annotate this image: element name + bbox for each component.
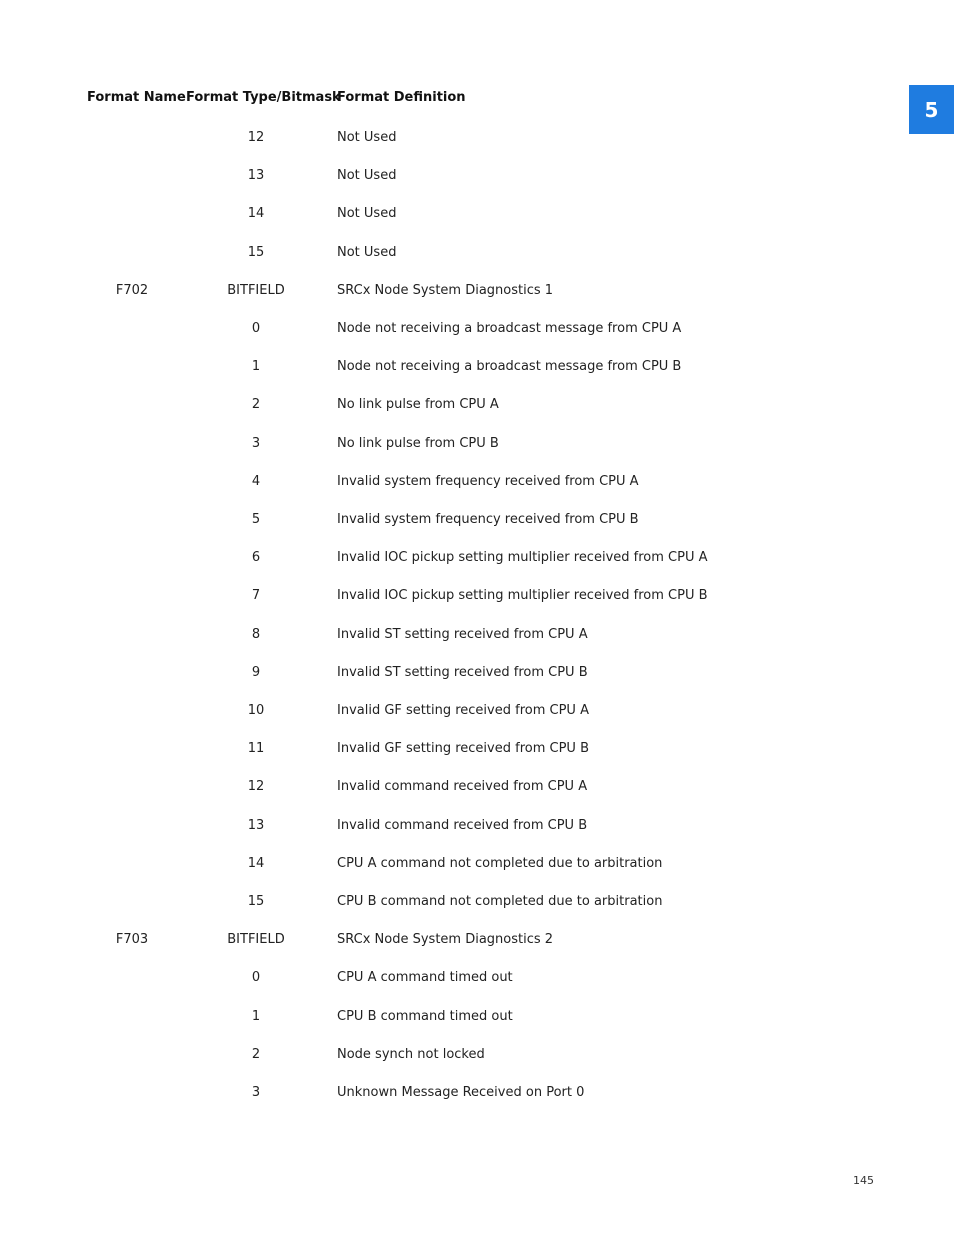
format-type-cell: 7 xyxy=(251,588,261,603)
format-definition-cell: Invalid command received from CPU A xyxy=(337,779,588,794)
format-definition-cell: Invalid GF setting received from CPU A xyxy=(337,703,589,718)
format-definition-cell: CPU A command not completed due to arbitration xyxy=(337,856,663,871)
format-definition-cell: CPU A command timed out xyxy=(337,970,513,985)
column-header-format-type: Format Type/Bitmask xyxy=(186,90,341,105)
table-row xyxy=(0,970,954,988)
format-type-cell: 13 xyxy=(247,818,265,833)
format-definition-cell: Not Used xyxy=(337,168,397,183)
table-row xyxy=(0,550,954,568)
format-name-cell: F703 xyxy=(115,932,149,947)
format-definition-cell: Invalid system frequency received from CPU B xyxy=(337,512,639,527)
table-row xyxy=(0,779,954,797)
format-type-cell: 2 xyxy=(251,1047,261,1062)
format-definition-cell: Invalid IOC pickup setting multiplier received from CPU A xyxy=(337,550,708,565)
format-type-cell: 12 xyxy=(247,130,265,145)
format-definition-cell: CPU B command timed out xyxy=(337,1009,513,1024)
format-definition-cell: Not Used xyxy=(337,206,397,221)
table-row xyxy=(0,741,954,759)
format-definition-cell: CPU B command not completed due to arbitration xyxy=(337,894,663,909)
table-row xyxy=(0,283,954,301)
format-definition-cell: SRCx Node System Diagnostics 1 xyxy=(337,283,554,298)
table-row xyxy=(0,588,954,606)
format-definition-cell: Node not receiving a broadcast message from CPU A xyxy=(337,321,682,336)
format-definition-cell: No link pulse from CPU B xyxy=(337,436,499,451)
format-name-cell: F702 xyxy=(115,283,149,298)
format-type-cell: 0 xyxy=(251,970,261,985)
format-type-cell: 14 xyxy=(247,206,265,221)
format-definition-cell: SRCx Node System Diagnostics 2 xyxy=(337,932,554,947)
table-row xyxy=(0,168,954,186)
column-header-format-definition: Format Definition xyxy=(337,90,466,105)
format-definition-cell: No link pulse from CPU A xyxy=(337,397,499,412)
format-definition-cell: Invalid command received from CPU B xyxy=(337,818,588,833)
table-row xyxy=(0,703,954,721)
format-type-cell: BITFIELD xyxy=(227,283,285,298)
table-row xyxy=(0,359,954,377)
table-row xyxy=(0,1009,954,1027)
format-type-cell: 12 xyxy=(247,779,265,794)
format-type-cell: 1 xyxy=(251,1009,261,1024)
table-row xyxy=(0,130,954,148)
format-type-cell: 1 xyxy=(251,359,261,374)
table-row xyxy=(0,436,954,454)
table-row xyxy=(0,245,954,263)
table-row xyxy=(0,1085,954,1103)
table-row xyxy=(0,818,954,836)
format-type-cell: 6 xyxy=(251,550,261,565)
table-row xyxy=(0,856,954,874)
table-row xyxy=(0,894,954,912)
format-type-cell: 14 xyxy=(247,856,265,871)
format-definition-cell: Not Used xyxy=(337,245,397,260)
format-type-cell: 5 xyxy=(251,512,261,527)
format-definition-cell: Invalid IOC pickup setting multiplier received from CPU B xyxy=(337,588,708,603)
format-type-cell: 3 xyxy=(251,436,261,451)
table-row xyxy=(0,321,954,339)
format-definition-cell: Invalid ST setting received from CPU A xyxy=(337,627,588,642)
format-type-cell: 15 xyxy=(247,245,265,260)
format-definition-cell: Invalid system frequency received from CPU A xyxy=(337,474,639,489)
page-number: 145 xyxy=(853,1174,874,1187)
format-type-cell: 10 xyxy=(247,703,265,718)
format-definition-cell: Invalid ST setting received from CPU B xyxy=(337,665,588,680)
format-definition-cell: Node not receiving a broadcast message from CPU B xyxy=(337,359,682,374)
format-type-cell: 11 xyxy=(247,741,265,756)
format-type-cell: 13 xyxy=(247,168,265,183)
table-row xyxy=(0,932,954,950)
format-definition-cell: Not Used xyxy=(337,130,397,145)
table-row xyxy=(0,512,954,530)
format-type-cell: 15 xyxy=(247,894,265,909)
format-type-cell: 9 xyxy=(251,665,261,680)
table-row xyxy=(0,206,954,224)
format-type-cell: 8 xyxy=(251,627,261,642)
format-type-cell: 2 xyxy=(251,397,261,412)
format-definition-cell: Node synch not locked xyxy=(337,1047,485,1062)
table-row xyxy=(0,474,954,492)
format-type-cell: BITFIELD xyxy=(227,932,285,947)
format-definition-cell: Invalid GF setting received from CPU B xyxy=(337,741,589,756)
chapter-tab xyxy=(909,85,954,134)
column-header-format-name: Format Name xyxy=(87,90,186,105)
table-row xyxy=(0,627,954,645)
format-type-cell: 0 xyxy=(251,321,261,336)
format-type-cell: 3 xyxy=(251,1085,261,1100)
table-row xyxy=(0,1047,954,1065)
table-row xyxy=(0,665,954,683)
format-type-cell: 4 xyxy=(251,474,261,489)
format-definition-cell: Unknown Message Received on Port 0 xyxy=(337,1085,585,1100)
chapter-number: 5 xyxy=(924,97,939,122)
table-row xyxy=(0,397,954,415)
